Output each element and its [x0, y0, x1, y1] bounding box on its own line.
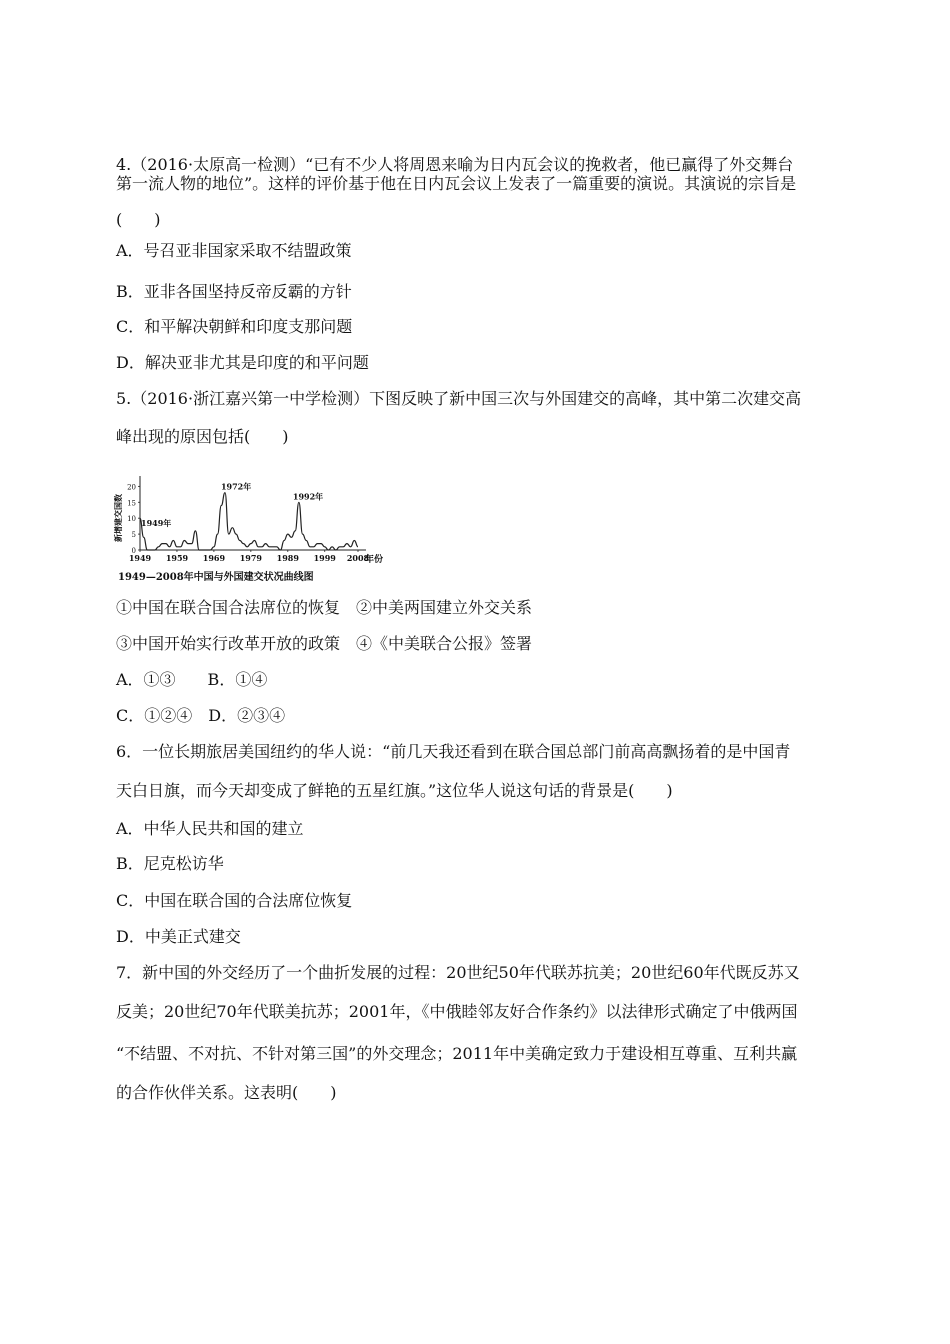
q4-option-a: A．号召亚非国家采取不结盟政策	[116, 241, 352, 260]
chart-x-tick-label: 1979	[239, 553, 262, 563]
chart-xlabel: 年份	[365, 555, 384, 565]
q7-stem-line3: “不结盟、不对抗、不针对第三国”的外交理念；2011年中美确定致力于建设相互尊重、互利共赢	[116, 1044, 798, 1063]
q6-stem-line2: 天白日旗，而今天却变成了鲜艳的五星红旗。”这位华人说这句话的背景是( )	[116, 781, 673, 800]
q4-stem-line2: 第一流人物的地位”。这样的评价基于他在日内瓦会议上发表了一篇重要的演说。其演说的宗旨是	[116, 174, 797, 193]
q6-option-d: D．中美正式建交	[116, 927, 241, 946]
chart-y-tick-label: 0	[131, 547, 136, 555]
chart-title: 1949—2008年中国与外国建交状况曲线图	[118, 572, 314, 583]
chart-x-tick-label: 1999	[313, 553, 336, 563]
chart-y-tick-label: 20	[127, 483, 136, 492]
q6-option-a: A．中华人民共和国的建立	[116, 819, 304, 838]
q5-options-line1: A．①③ B．①④	[116, 670, 268, 689]
q6-option-b: B．尼克松访华	[116, 854, 224, 873]
diplomacy-chart	[112, 468, 402, 586]
q5-options-line2: C．①②④ D．②③④	[116, 706, 286, 725]
chart-ylabel: 新增建交国数	[113, 494, 123, 542]
q4-option-d: D．解决亚非尤其是印度的和平问题	[116, 353, 369, 372]
chart-x-tick-label: 2008	[346, 553, 370, 563]
q5-statement-line1: ①中国在联合国合法席位的恢复 ②中美两国建立外交关系	[116, 598, 533, 617]
q7-stem-line2: 反美；20世纪70年代联美抗苏；2001年，《中俄睦邻友好合作条约》以法律形式确定了中俄两国	[116, 1002, 798, 1021]
q6-option-c: C．中国在联合国的合法席位恢复	[116, 891, 353, 910]
q6-stem-line1: 6．一位长期旅居美国纽约的华人说：“前几天我还看到在联合国总部门前高高飘扬着的是中国青	[116, 742, 791, 761]
q5-stem-line2: 峰出现的原因包括( )	[116, 427, 289, 446]
chart-annotation: 1992年	[292, 491, 324, 502]
q4-stem-line1: 4.（2016·太原高一检测）“已有不少人将周恩来喻为日内瓦会议的挽救者，他已赢得了外交舞台	[116, 155, 794, 174]
q7-stem-line4: 的合作伙伴关系。这表明( )	[116, 1083, 337, 1102]
chart-annotation: 1949年	[141, 518, 172, 529]
q5-statement-line2: ③中国开始实行改革开放的政策 ④《中美联合公报》签署	[116, 634, 533, 653]
q4-option-b: B．亚非各国坚持反帝反霸的方针	[116, 282, 352, 301]
q5-stem-line1: 5.（2016·浙江嘉兴第一中学检测）下图反映了新中国三次与外国建交的高峰，其中第二次建交高	[116, 389, 802, 408]
chart-y-tick-label: 5	[131, 531, 136, 540]
chart-annotation: 1972年	[220, 481, 252, 492]
chart-y-tick-label: 15	[127, 499, 136, 508]
q4-option-c: C．和平解决朝鲜和印度支那问题	[116, 317, 353, 336]
q4-stem-line3: ( )	[116, 210, 161, 229]
q7-stem-line1: 7．新中国的外交经历了一个曲折发展的过程：20世纪50年代联苏抗美；20世纪60年代既反苏又	[116, 963, 800, 982]
chart-x-tick-label: 1989	[276, 553, 299, 563]
chart-x-tick-label: 1959	[165, 553, 189, 563]
chart-y-tick-label: 10	[127, 515, 136, 524]
chart-series-line	[140, 493, 358, 550]
chart-x-tick-label: 1969	[202, 553, 226, 563]
chart-x-tick-label: 1949	[128, 553, 152, 563]
